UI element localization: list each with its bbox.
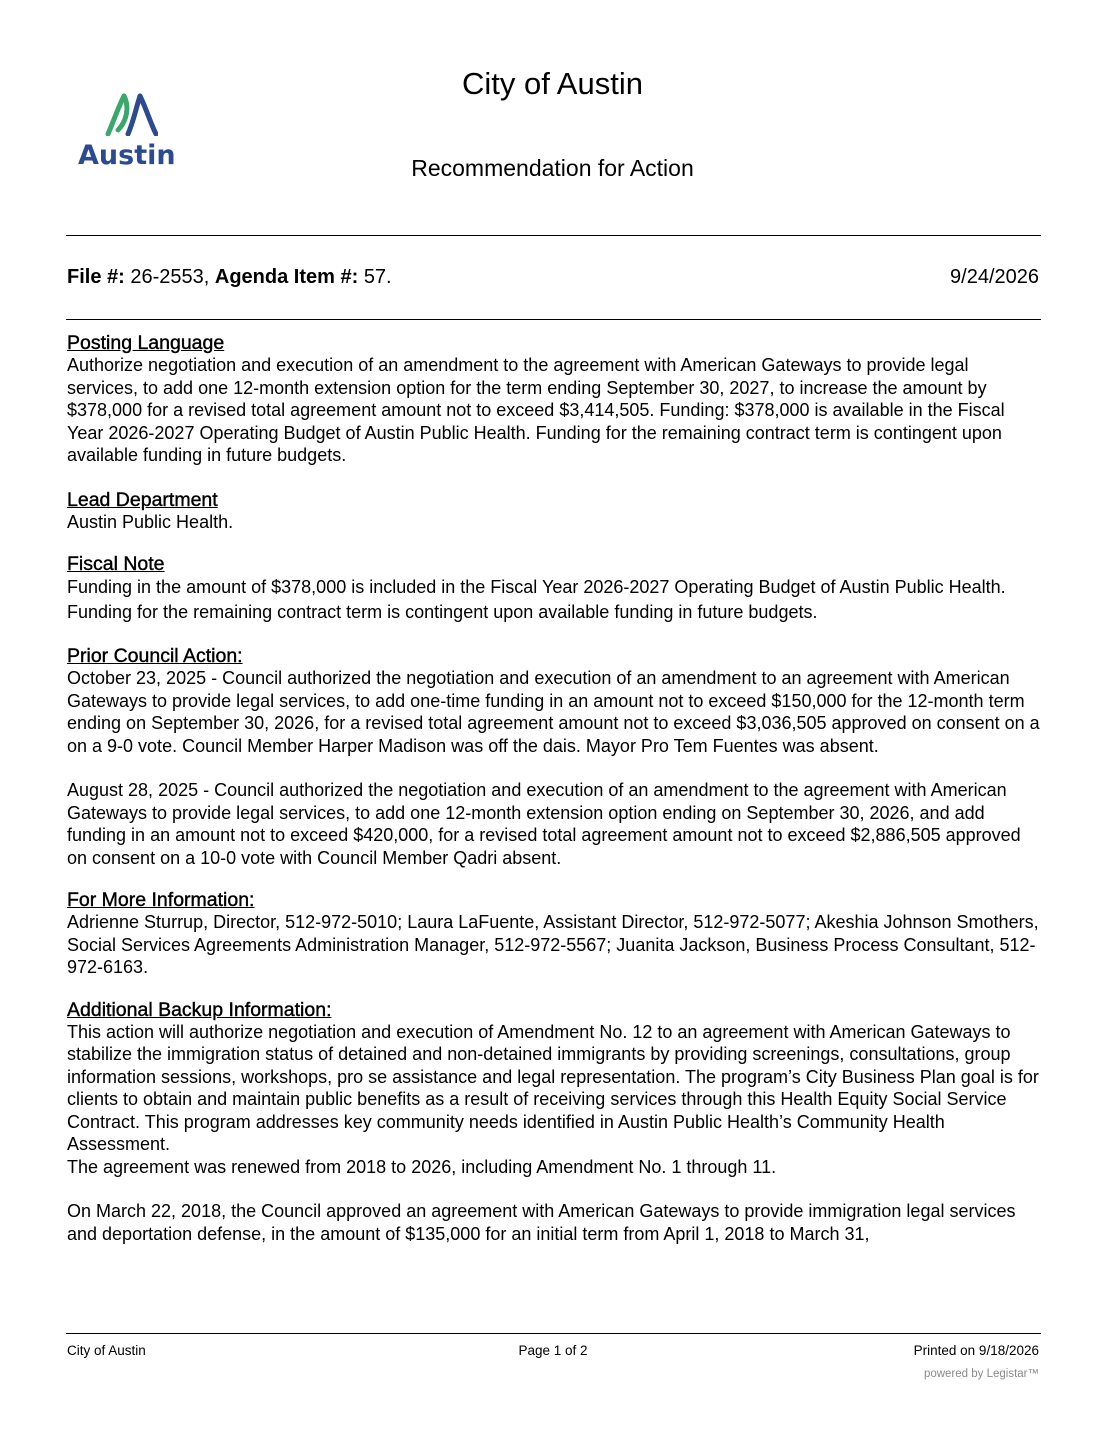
document-subtitle: Recommendation for Action [411, 155, 694, 181]
agenda-item-number: 57. [363, 266, 392, 288]
section-heading-prior-council-action: Prior Council Action: [67, 645, 243, 667]
additional-backup-text-2: The agreement was renewed from 2018 to 2026, including Amendment No. 1 through 11. [67, 1156, 777, 1177]
more-information-text: Adrienne Sturrup, Director, 512-972-5010; Laura LaFuente, Assistant Director, 512-972-5077; Akeshia Johnson Smothers, Social Services Agreements Administration Manager, 512-972-5567; Juanita Jackson, Business Process Consultant, 512-972-6163. [67, 912, 1039, 977]
document-body [67, 332, 1042, 1245]
prior-council-action-text-1: October 23, 2025 - Council authorized the negotiation and execution of an amendment to an agreement with American Gateways to provide legal services, to add one-time funding in an amount not to exceed $150,000 for the 12-month term ending on September 30, 2026, for a revised total agreement amount not to exceed $3,036,505 approved on consent on a on a 9-0 vote. Council Member Harper Madison was off the dais. Mayor Pro Tem Fuentes was absent. [67, 668, 1040, 756]
divider-top [66, 235, 1041, 236]
section-heading-fiscal-note: Fiscal Note [67, 553, 165, 575]
lead-department-text: Austin Public Health. [67, 511, 234, 532]
agenda-date: 9/24/2026 [950, 266, 1039, 288]
footer-organization: City of Austin [67, 1343, 146, 1358]
section-heading-more-information: For More Information: [67, 889, 255, 911]
file-number: 26-2553 [130, 266, 204, 288]
file-number-label: File #: [67, 266, 125, 288]
section-heading-additional-backup: Additional Backup Information: [67, 998, 332, 1021]
additional-backup-text-3: On March 22, 2018, the Council approved an agreement with American Gateways to provide immigration legal services and deportation defense, in the amount of $135,000 for an initial term from April 1, 2018 to March 31, [67, 1201, 1016, 1244]
agenda-item-label: Agenda Item #: [214, 266, 359, 288]
file-separator: , [203, 266, 210, 288]
posting-language-text: Authorize negotiation and execution of an amendment to the agreement with American Gateways to provide legal services, to add one 12-month extension option for the term ending September 30, 2027, to increase the amount by $378,000 for a revised total agreement amount not to exceed $3,414,505. Funding: $378,000 is available in the Fiscal Year 2026-2027 Operating Budget of Austin Public Health. Funding for the remaining contract term is contingent upon available funding in future budgets. [67, 355, 1005, 465]
fiscal-note-text: Funding in the amount of $378,000 is included in the Fiscal Year 2026-2027 Operating Budget of Austin Public Health. Funding for the remaining contract term is contingent upon available funding in future budgets. [67, 577, 1006, 622]
file-info-line [67, 266, 1039, 289]
divider-footer [66, 1333, 1041, 1334]
footer-printed-date: Printed on 9/18/2026 [913, 1343, 1039, 1358]
divider-header [66, 319, 1041, 320]
document-title: City of Austin [462, 66, 643, 101]
additional-backup-text-1: This action will authorize negotiation and execution of Amendment No. 12 to an agreement with American Gateways to stabilize the immigration status of detained and non-detained immigrants by providing screenings, consultations, group information sessions, workshops, pro se assistance and legal representation. The program’s City Business Plan goal is for clients to obtain and maintain public benefits as a result of receiving services through this Health Equity Social Service Contract. This program addresses key community needs identified in Austin Public Health’s Community Health Assessment. [67, 1021, 1039, 1154]
footer-page-number: Page 1 of 2 [518, 1343, 588, 1358]
section-heading-posting-language: Posting Language [67, 332, 225, 354]
prior-council-action-text-2: August 28, 2025 - Council authorized the negotiation and execution of an amendment to the agreement with American Gateways to provide legal services, to add one 12-month extension option ending on September 30, 2026, and add funding in an amount not to exceed $420,000, for a revised total agreement amount not to exceed $2,886,505 approved on consent on a 10-0 vote with Council Member Qadri absent. [67, 780, 1021, 868]
section-heading-lead-department: Lead Department [67, 488, 218, 511]
logo-wordmark: Austin [78, 140, 176, 171]
powered-by-legistar: powered by Legistar™ [923, 1368, 1039, 1380]
